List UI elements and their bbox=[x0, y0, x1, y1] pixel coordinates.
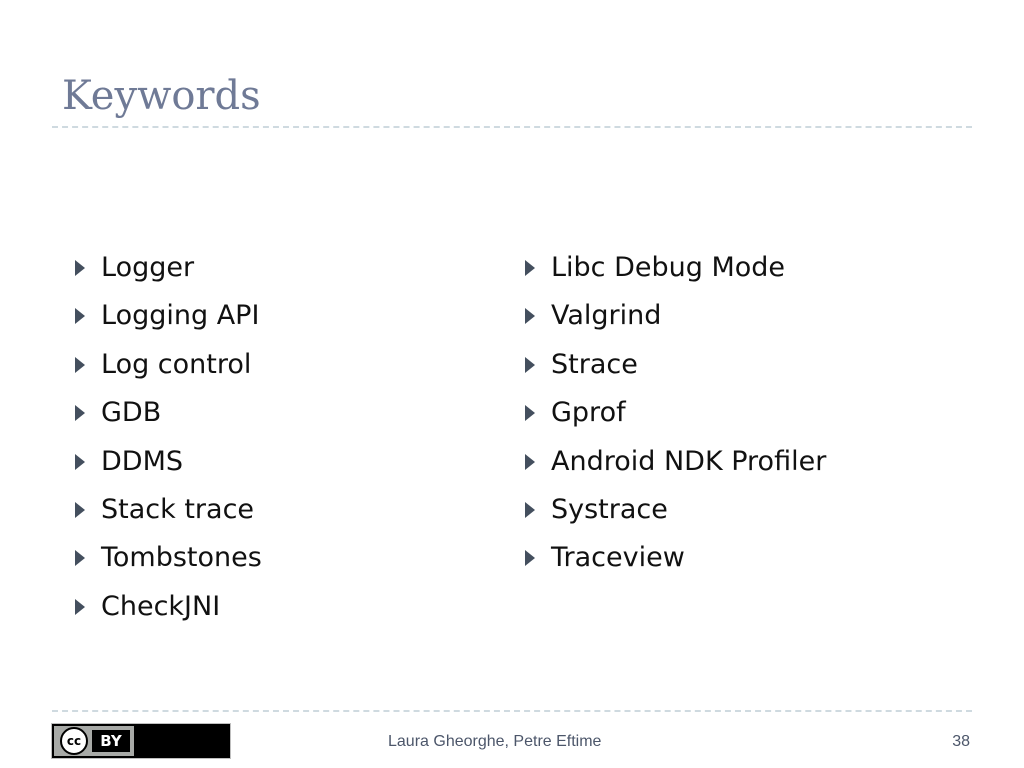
creative-commons-badge bbox=[52, 724, 230, 758]
triangle-right-icon bbox=[75, 502, 85, 518]
list-item-label: Libc Debug Mode bbox=[551, 252, 786, 283]
list-item-label: Logging API bbox=[101, 300, 260, 332]
triangle-right-icon bbox=[75, 550, 85, 566]
list-item-label: Stack trace bbox=[101, 493, 255, 525]
triangle-right-icon bbox=[525, 357, 535, 373]
footer-author: Laura Gheorghe, Petre Eftime bbox=[388, 733, 602, 750]
list-item-label: CheckJNI bbox=[101, 590, 221, 622]
list-item-label: Android NDK Profiler bbox=[551, 445, 827, 477]
triangle-right-icon bbox=[75, 599, 85, 615]
triangle-right-icon bbox=[75, 260, 85, 276]
list-item-label: Tombstones bbox=[101, 542, 262, 574]
slide-title: Keywords bbox=[62, 73, 261, 119]
list-item-label: Log control bbox=[101, 348, 252, 380]
triangle-right-icon bbox=[75, 454, 85, 470]
creative-commons-icon: cc bbox=[60, 727, 88, 755]
list-item-label: DDMS bbox=[101, 445, 184, 477]
triangle-right-icon bbox=[525, 308, 535, 324]
triangle-right-icon bbox=[525, 405, 535, 421]
triangle-right-icon bbox=[525, 454, 535, 470]
triangle-right-icon bbox=[75, 357, 85, 373]
triangle-right-icon bbox=[75, 405, 85, 421]
license-by-label: BY bbox=[92, 730, 130, 752]
page-number: 38 bbox=[952, 733, 970, 750]
triangle-right-icon bbox=[525, 502, 535, 518]
triangle-right-icon bbox=[525, 550, 535, 566]
list-item-label: GDB bbox=[101, 397, 162, 429]
list-item-label: Strace bbox=[551, 348, 638, 380]
list-item-label: Systrace bbox=[551, 493, 668, 525]
list-item-label: Gprof bbox=[551, 397, 626, 429]
triangle-right-icon bbox=[525, 260, 535, 276]
list-item-label: Valgrind bbox=[551, 300, 662, 332]
footer-divider bbox=[52, 710, 972, 712]
list-item-label: Traceview bbox=[551, 542, 685, 574]
list-item-label: Logger bbox=[101, 252, 195, 283]
title-divider bbox=[52, 126, 972, 128]
triangle-right-icon bbox=[75, 308, 85, 324]
